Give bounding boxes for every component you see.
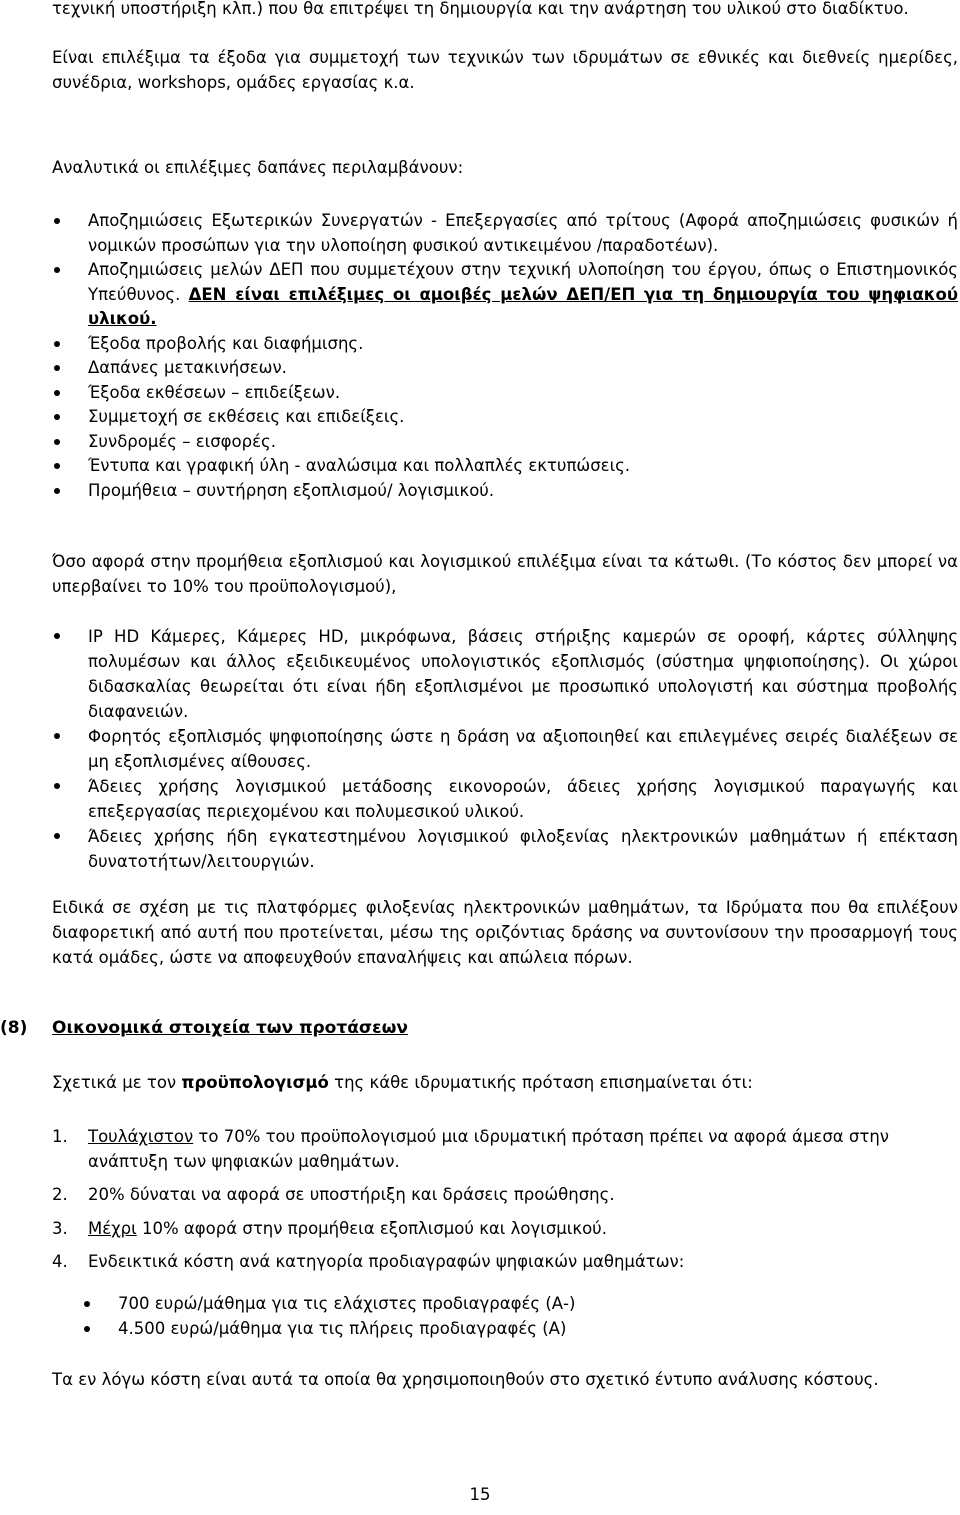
item-text: το 70% του προϋπολογισμού μια ιδρυματική πρόταση πρέπει να αφορά άμεσα στην ανάπτυξη των ψηφιακών μαθημάτων.	[88, 1127, 889, 1171]
item-text: Ενδεικτικά κόστη ανά κατηγορία προδιαγραφών ψηφιακών μαθημάτων:	[88, 1252, 685, 1271]
list-item: Συμμετοχή σε εκθέσεις και επιδείξεις.	[52, 405, 958, 430]
section-number: (8)	[0, 1018, 28, 1038]
list-item: Προμήθεια – συντήρηση εξοπλισμού/ λογισμικού.	[52, 479, 958, 504]
numbered-item	[52, 1183, 958, 1208]
participation-paragraph: Είναι επιλέξιμα τα έξοδα για συμμετοχή των τεχνικών των ιδρυμάτων σε εθνικές και διεθνείς ημερίδες, συνέδρια, workshops, ομάδες εργασίας κ.α.	[52, 48, 958, 92]
list-item: Άδειες χρήσης ήδη εγκατεστημένου λογισμικού φιλοξενίας ηλεκτρονικών μαθημάτων ή επέκταση δυνατοτήτων/λειτουργιών.	[52, 824, 958, 874]
item-number: 3.	[52, 1218, 68, 1238]
eligible-costs-intro: Αναλυτικά οι επιλέξιμες δαπάνες περιλαμβάνουν:	[52, 158, 464, 177]
budget-intro-text: της κάθε ιδρυματικής πρόταση επισημαίνεται ότι:	[328, 1073, 753, 1092]
page-number: 15	[469, 1485, 491, 1504]
item-number: 2.	[52, 1185, 68, 1204]
list-item: Έξοδα προβολής και διαφήμισης.	[52, 332, 958, 357]
list-item: Άδειες χρήσης λογισμικού μετάδοσης εικονοροών, άδειες χρήσης λογισμικού παραγωγής και επεξεργασίας περιεχομένου και πολυμεσικού υλικού.	[52, 774, 958, 824]
list-item: Έξοδα εκθέσεων – επιδείξεων.	[52, 381, 958, 406]
platforms-paragraph: Ειδικά σε σχέση με τις πλατφόρμες φιλοξενίας ηλεκτρονικών μαθημάτων, τα Ιδρύματα που θα επιλέξουν διαφορετική από αυτή που προτείνεται, μέσω της οριζόντιας δράσης να συντονίσουν την προσαρμογή τους κατά ομάδες, ώστε να αποφευχθούν επαναλήψεις και απώλεια πόρων.	[52, 898, 958, 967]
list-item: Συνδρομές – εισφορές.	[52, 430, 958, 455]
list-item: IP HD Κάμερες, Κάμερες HD, μικρόφωνα, βάσεις στήριξης καμερών σε οροφή, κάρτες σύλληψης πολυμέσων και άλλος εξειδικευμένος υπολογιστικός εξοπλισμός (σύστημα ψηφιοποίησης). Οι χώροι διδασκαλίας θεωρείται ότι είναι ήδη εξοπλισμένοι με προσωπικό υπολογιστή και σύστημα προβολής διαφανειών.	[52, 624, 958, 724]
section-title: Οικονομικά στοιχεία των προτάσεων	[52, 1018, 408, 1038]
cost-examples	[118, 1292, 958, 1341]
list-item: 700 ευρώ/μάθημα για τις ελάχιστες προδιαγραφές (Α-)	[118, 1292, 958, 1317]
list-item: Δαπάνες μετακινήσεων.	[52, 356, 958, 381]
budget-intro	[52, 1071, 958, 1096]
numbered-item	[52, 1250, 958, 1275]
numbered-item	[52, 1125, 958, 1174]
numbered-item	[52, 1217, 958, 1242]
list-item	[52, 258, 958, 332]
list-item: Έντυπα και γραφική ύλη - αναλώσιμα και πολλαπλές εκτυπώσεις.	[52, 454, 958, 479]
budget-intro-text: Σχετικά με τον	[52, 1073, 182, 1092]
underlined-word: Μέχρι	[88, 1218, 137, 1238]
emphasis-note: ΔΕΝ είναι επιλέξιμες οι αμοιβές μελών ΔΕΠ/ΕΠ για τη δημιουργία του ψηφιακού υλικού.	[88, 284, 958, 328]
intro-line: τεχνική υποστήριξη κλπ.) που θα επιτρέψει τη δημιουργία και την ανάρτηση του υλικού στο διαδίκτυο.	[52, 0, 909, 18]
list-item: Αποζημιώσεις Εξωτερικών Συνεργατών - Επεξεργασίες από τρίτους (Αφορά αποζημιώσεις φυσικών ή νομικών προσώπων για την υλοποίηση φυσικού αντικειμένου /παραδοτέων).	[52, 209, 958, 258]
budget-keyword: προϋπολογισμό	[181, 1073, 329, 1092]
item-text: 20% δύναται να αφορά σε υποστήριξη και δράσεις προώθησης.	[88, 1185, 615, 1204]
budget-points	[52, 1125, 958, 1275]
item-text: 10% αφορά στην προμήθεια εξοπλισμού και λογισμικού.	[136, 1218, 607, 1238]
eligible-costs-list	[52, 209, 958, 503]
item-number: 4.	[52, 1252, 68, 1271]
closing-paragraph: Τα εν λόγω κόστη είναι αυτά τα οποία θα χρησιμοποιηθούν στο σχετικό έντυπο ανάλυσης κόστους.	[52, 1370, 879, 1389]
equipment-list	[52, 624, 958, 874]
list-item: Φορητός εξοπλισμός ψηφιοποίησης ώστε η δράση να αξιοποιηθεί και επιλεγμένες σειρές διαλέξεων σε μη εξοπλισμένες αίθουσες.	[52, 724, 958, 774]
underlined-word: Τουλάχιστον	[88, 1127, 194, 1146]
list-item-text: Αποζημιώσεις μελών ΔΕΠ που συμμετέχουν στην τεχνική υλοποίηση του έργου, όπως ο Επιστημονικός Υπεύθυνος.	[88, 260, 958, 304]
equipment-intro: Όσο αφορά στην προμήθεια εξοπλισμού και λογισμικού επιλέξιμα είναι τα κάτωθι. (Το κόστος δεν μπορεί να υπερβαίνει το 10% του προϋπολογισμού),	[52, 552, 958, 596]
list-item: 4.500 ευρώ/μάθημα για τις πλήρεις προδιαγραφές (Α)	[118, 1317, 958, 1342]
item-number: 1.	[52, 1127, 68, 1146]
